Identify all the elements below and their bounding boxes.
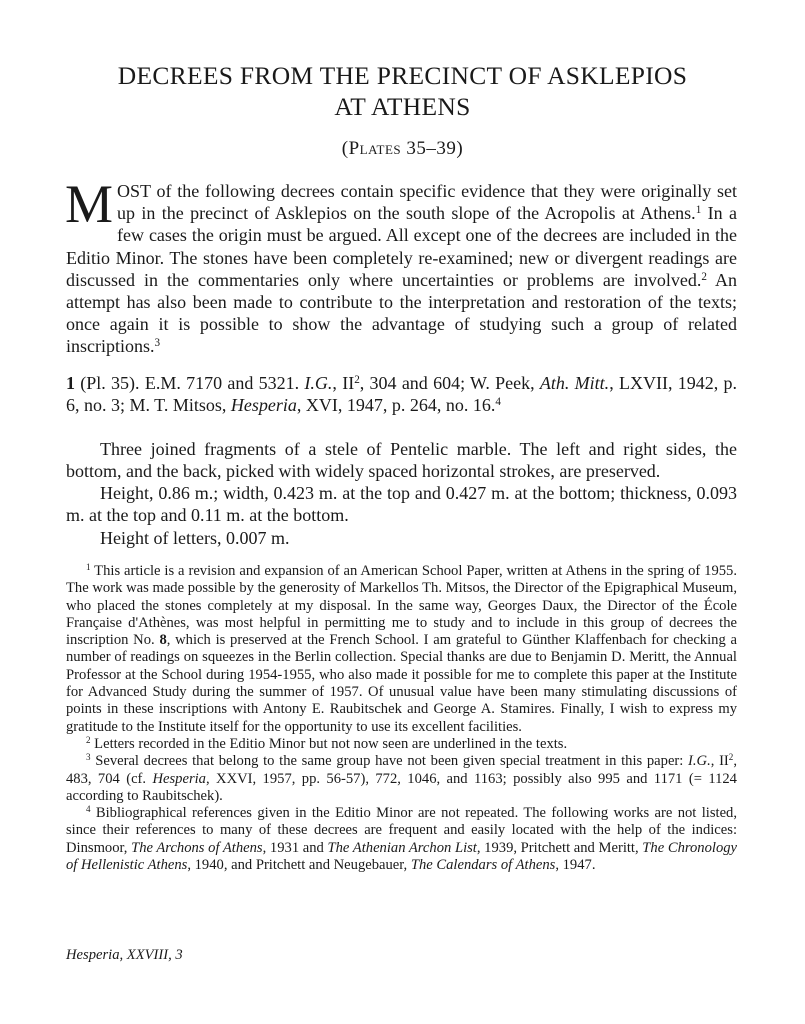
- entry-number: 1: [66, 373, 75, 393]
- footnote-4: $^4$ Bibliographical references given in the Editio Minor are not repeated. The following works are not listed, since their references to many of these decrees are frequent and easily located with the help of the indices: Dinsmoor, The Archons of Athens, 1931 and The Athenian Archon List, 1939, Pritchett and Meritt, The Chronology of Hellenistic Athens, 1940, and Pritchett and Neugebauer, The Calendars of Athens, 1947.: [66, 804, 738, 874]
- intro-paragraph: MOST of the following decrees contain specific evidence that they were originally set up in the precinct of Asklepios on the south slope of the Acropolis at Athens.$^1$ In a few cases the origin must be argued. All except one of the decrees are included in the Editio Minor. The stones have been completely re-examined; new or divergent readings are discussed in the commentaries only where uncertainties or problems are involved.$^2$ An attempt has also been made to contribute to the interpretation and restoration of the texts; once again it is possible to show the advantage of studying such a group of related inscriptions.$^3$: [65, 174, 737, 357]
- footnote-3: $^3$ Several decrees that belong to the same group have not been given special treatment in this paper: I.G., $II^2$, 483, 704 (cf. Hesperia, XXVI, 1957, pp. 56-57), 772, 1046, and 1163; possibly also 995 and 1171 (= 1124 according to Raubitschek).: [66, 752, 737, 804]
- inscription-entry-heading: 1 (Pl. 35). E.M. 7170 and 5321. I.G., $II^2$, 304 and 604; W. Peek, Ath. Mitt., LXVII, 1942, p. 6, no. 3; M. T. Mitsos, Hesperia, XVI, 1947, p. 264, no. 16.$^4$: [66, 373, 737, 416]
- journal-footer: Hesperia, XXVIII, 3: [66, 947, 183, 963]
- footnote-ref-2[interactable]: 2: [701, 270, 707, 283]
- footnote-ref-1[interactable]: 1: [695, 204, 702, 217]
- footnotes: [66, 563, 737, 874]
- footnote-2: $^2$ Letters recorded in the Editio Minor but not now seen are underlined in the texts.: [86, 735, 568, 752]
- article-title: [60, 60, 745, 122]
- letter-height-paragraph: Height of letters, 0.007 m.: [100, 528, 290, 548]
- description-paragraph: Three joined fragments of a stele of Pentelic marble. The left and right sides, the bottom, and the back, picked with widely spaced horizontal strokes, are preserved.: [66, 439, 737, 482]
- footnote-1: $^1$ This article is a revision and expansion of an American School Paper, written at Athens in the spring of 1955. The work was made possible by the generosity of Markellos Th. Mitsos, the Director of the Epigraphical Museum, who placed the stones completely at my disposal. In the same way, Georges Daux, the Director of the École Française d'Athènes, was most helpful in permitting me to study and to include in this group of decrees the inscription No. 8, which is preserved at the French School. I am grateful to Günther Klaffenbach for checking a number of readings on squeezes in the Berlin collection. Special thanks are due to Benjamin D. Meritt, the Annual Professor at the School during 1954-1955, who also made it possible for me to complete this paper at the Institute for Advanced Study during the summer of 1957. Of unusual value have been many stimulating discussions of points in these inscriptions with Antony E. Raubitschek and George A. Stamires. Finally, I wish to express my gratitude to the Institute itself for the opportunity to use its excellent facilities.: [66, 562, 737, 735]
- title-line-1: DECREES FROM THE PRECINCT OF ASKLEPIOS: [117, 61, 688, 90]
- dimensions-paragraph: Height, 0.86 m.; width, 0.423 m. at the top and 0.427 m. at the bottom; thickness, 0.093 m. at the top and 0.11 m. at the bottom.: [66, 483, 737, 526]
- drop-cap: M: [65, 174, 114, 234]
- title-line-2: AT ATHENS: [334, 92, 471, 121]
- footnote-ref-3[interactable]: 3: [154, 337, 161, 350]
- plates-reference: (Plates 35–39): [341, 138, 464, 159]
- plates-word: Plates: [348, 138, 402, 159]
- footnote-ref-4[interactable]: 4: [495, 396, 501, 409]
